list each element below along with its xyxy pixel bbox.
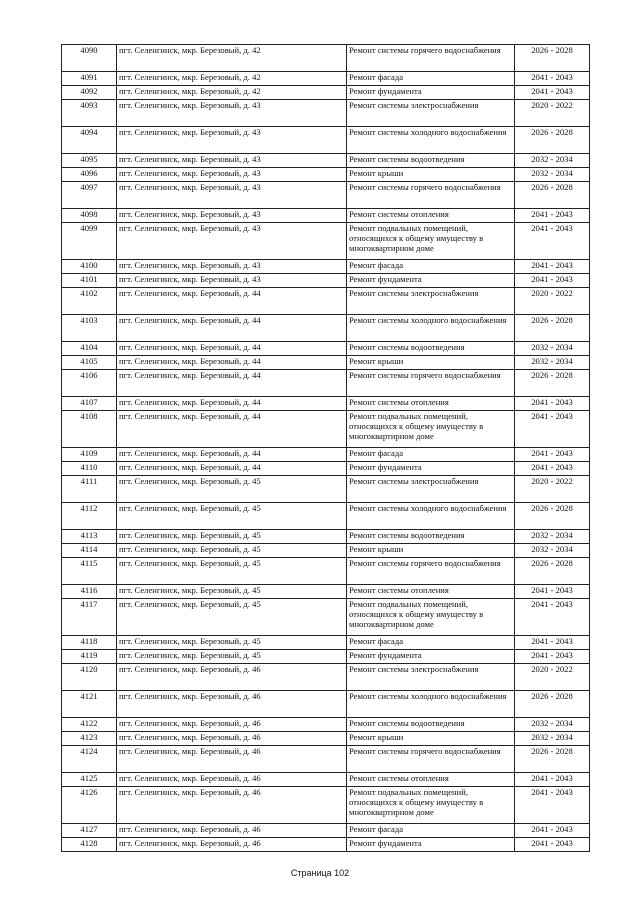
work-type-cell: Ремонт подвальных помещений, относящихся к общему имуществу в многоквартирном доме <box>347 787 515 824</box>
period-cell: 2041 - 2043 <box>515 397 590 411</box>
period-cell: 2041 - 2043 <box>515 462 590 476</box>
table-row <box>62 45 590 72</box>
work-type-cell: Ремонт крыши <box>347 544 515 558</box>
address-cell: пгт. Селенгинск, мкр. Березовый, д. 42 <box>117 45 347 72</box>
period-cell: 2041 - 2043 <box>515 773 590 787</box>
period-cell: 2041 - 2043 <box>515 223 590 260</box>
table-row <box>62 72 590 86</box>
period-cell: 2026 - 2028 <box>515 370 590 397</box>
table-row <box>62 636 590 650</box>
address-cell: пгт. Селенгинск, мкр. Березовый, д. 45 <box>117 558 347 585</box>
period-cell: 2041 - 2043 <box>515 448 590 462</box>
row-number-cell: 4120 <box>62 664 117 691</box>
work-type-cell: Ремонт фасада <box>347 824 515 838</box>
table-row <box>62 397 590 411</box>
address-cell: пгт. Селенгинск, мкр. Березовый, д. 45 <box>117 599 347 636</box>
row-number-cell: 4115 <box>62 558 117 585</box>
work-type-cell: Ремонт системы отопления <box>347 397 515 411</box>
row-number-cell: 4094 <box>62 127 117 154</box>
row-number-cell: 4111 <box>62 476 117 503</box>
table-row <box>62 168 590 182</box>
work-type-cell: Ремонт фундамента <box>347 274 515 288</box>
work-type-cell: Ремонт системы холодного водоснабжения <box>347 691 515 718</box>
address-cell: пгт. Селенгинск, мкр. Березовый, д. 45 <box>117 636 347 650</box>
period-cell: 2020 - 2022 <box>515 476 590 503</box>
period-cell: 2032 - 2034 <box>515 544 590 558</box>
address-cell: пгт. Селенгинск, мкр. Березовый, д. 44 <box>117 342 347 356</box>
period-cell: 2026 - 2028 <box>515 558 590 585</box>
row-number-cell: 4114 <box>62 544 117 558</box>
period-cell: 2041 - 2043 <box>515 72 590 86</box>
work-type-cell: Ремонт системы холодного водоснабжения <box>347 127 515 154</box>
table-row <box>62 356 590 370</box>
address-cell: пгт. Селенгинск, мкр. Березовый, д. 42 <box>117 72 347 86</box>
table-row <box>62 182 590 209</box>
row-number-cell: 4123 <box>62 732 117 746</box>
period-cell: 2041 - 2043 <box>515 838 590 852</box>
register-table <box>61 44 590 852</box>
row-number-cell: 4106 <box>62 370 117 397</box>
period-cell: 2026 - 2028 <box>515 127 590 154</box>
table-row <box>62 503 590 530</box>
period-cell: 2026 - 2028 <box>515 691 590 718</box>
period-cell: 2041 - 2043 <box>515 787 590 824</box>
row-number-cell: 4118 <box>62 636 117 650</box>
row-number-cell: 4125 <box>62 773 117 787</box>
address-cell: пгт. Селенгинск, мкр. Березовый, д. 43 <box>117 127 347 154</box>
period-cell: 2026 - 2028 <box>515 182 590 209</box>
work-type-cell: Ремонт системы водоотведения <box>347 718 515 732</box>
row-number-cell: 4119 <box>62 650 117 664</box>
work-type-cell: Ремонт фасада <box>347 448 515 462</box>
address-cell: пгт. Селенгинск, мкр. Березовый, д. 44 <box>117 356 347 370</box>
row-number-cell: 4091 <box>62 72 117 86</box>
work-type-cell: Ремонт системы холодного водоснабжения <box>347 503 515 530</box>
address-cell: пгт. Селенгинск, мкр. Березовый, д. 46 <box>117 746 347 773</box>
work-type-cell: Ремонт фундамента <box>347 86 515 100</box>
row-number-cell: 4101 <box>62 274 117 288</box>
table-row <box>62 209 590 223</box>
address-cell: пгт. Селенгинск, мкр. Березовый, д. 43 <box>117 209 347 223</box>
table-row <box>62 288 590 315</box>
work-type-cell: Ремонт фасада <box>347 636 515 650</box>
address-cell: пгт. Селенгинск, мкр. Березовый, д. 46 <box>117 691 347 718</box>
row-number-cell: 4090 <box>62 45 117 72</box>
address-cell: пгт. Селенгинск, мкр. Березовый, д. 43 <box>117 154 347 168</box>
address-cell: пгт. Селенгинск, мкр. Березовый, д. 46 <box>117 664 347 691</box>
period-cell: 2041 - 2043 <box>515 824 590 838</box>
table-row <box>62 530 590 544</box>
address-cell: пгт. Селенгинск, мкр. Березовый, д. 44 <box>117 448 347 462</box>
work-type-cell: Ремонт системы электроснабжения <box>347 664 515 691</box>
row-number-cell: 4097 <box>62 182 117 209</box>
work-type-cell: Ремонт подвальных помещений, относящихся к общему имуществу в многоквартирном доме <box>347 411 515 448</box>
work-type-cell: Ремонт системы электроснабжения <box>347 288 515 315</box>
row-number-cell: 4110 <box>62 462 117 476</box>
address-cell: пгт. Селенгинск, мкр. Березовый, д. 45 <box>117 503 347 530</box>
row-number-cell: 4095 <box>62 154 117 168</box>
row-number-cell: 4107 <box>62 397 117 411</box>
period-cell: 2041 - 2043 <box>515 599 590 636</box>
period-cell: 2020 - 2022 <box>515 664 590 691</box>
address-cell: пгт. Селенгинск, мкр. Березовый, д. 43 <box>117 223 347 260</box>
table-row <box>62 558 590 585</box>
address-cell: пгт. Селенгинск, мкр. Березовый, д. 46 <box>117 773 347 787</box>
address-cell: пгт. Селенгинск, мкр. Березовый, д. 43 <box>117 182 347 209</box>
address-cell: пгт. Селенгинск, мкр. Березовый, д. 45 <box>117 530 347 544</box>
work-type-cell: Ремонт системы горячего водоснабжения <box>347 558 515 585</box>
table-row <box>62 746 590 773</box>
period-cell: 2041 - 2043 <box>515 209 590 223</box>
table-row <box>62 664 590 691</box>
work-type-cell: Ремонт фасада <box>347 72 515 86</box>
work-type-cell: Ремонт крыши <box>347 356 515 370</box>
row-number-cell: 4092 <box>62 86 117 100</box>
table-row <box>62 315 590 342</box>
row-number-cell: 4117 <box>62 599 117 636</box>
address-cell: пгт. Селенгинск, мкр. Березовый, д. 45 <box>117 650 347 664</box>
table-row <box>62 585 590 599</box>
row-number-cell: 4108 <box>62 411 117 448</box>
table-row <box>62 773 590 787</box>
table-row <box>62 718 590 732</box>
period-cell: 2041 - 2043 <box>515 636 590 650</box>
table-row <box>62 824 590 838</box>
row-number-cell: 4104 <box>62 342 117 356</box>
address-cell: пгт. Селенгинск, мкр. Березовый, д. 46 <box>117 838 347 852</box>
row-number-cell: 4096 <box>62 168 117 182</box>
address-cell: пгт. Селенгинск, мкр. Березовый, д. 43 <box>117 168 347 182</box>
row-number-cell: 4112 <box>62 503 117 530</box>
table-row <box>62 154 590 168</box>
work-type-cell: Ремонт системы отопления <box>347 773 515 787</box>
address-cell: пгт. Селенгинск, мкр. Березовый, д. 46 <box>117 732 347 746</box>
address-cell: пгт. Селенгинск, мкр. Березовый, д. 43 <box>117 100 347 127</box>
row-number-cell: 4127 <box>62 824 117 838</box>
work-type-cell: Ремонт системы отопления <box>347 585 515 599</box>
table-row <box>62 476 590 503</box>
row-number-cell: 4098 <box>62 209 117 223</box>
period-cell: 2041 - 2043 <box>515 86 590 100</box>
table-row <box>62 127 590 154</box>
address-cell: пгт. Селенгинск, мкр. Березовый, д. 44 <box>117 288 347 315</box>
table-row <box>62 462 590 476</box>
table-row <box>62 260 590 274</box>
work-type-cell: Ремонт системы водоотведения <box>347 530 515 544</box>
table-row <box>62 411 590 448</box>
row-number-cell: 4126 <box>62 787 117 824</box>
address-cell: пгт. Селенгинск, мкр. Березовый, д. 45 <box>117 585 347 599</box>
address-cell: пгт. Селенгинск, мкр. Березовый, д. 44 <box>117 411 347 448</box>
table-row <box>62 100 590 127</box>
table-row <box>62 838 590 852</box>
period-cell: 2041 - 2043 <box>515 585 590 599</box>
address-cell: пгт. Селенгинск, мкр. Березовый, д. 45 <box>117 476 347 503</box>
work-type-cell: Ремонт системы горячего водоснабжения <box>347 746 515 773</box>
period-cell: 2032 - 2034 <box>515 154 590 168</box>
table-row <box>62 448 590 462</box>
work-type-cell: Ремонт крыши <box>347 168 515 182</box>
table-row <box>62 787 590 824</box>
table-row <box>62 274 590 288</box>
row-number-cell: 4122 <box>62 718 117 732</box>
work-type-cell: Ремонт системы холодного водоснабжения <box>347 315 515 342</box>
period-cell: 2032 - 2034 <box>515 168 590 182</box>
table-row <box>62 732 590 746</box>
address-cell: пгт. Селенгинск, мкр. Березовый, д. 46 <box>117 787 347 824</box>
address-cell: пгт. Селенгинск, мкр. Березовый, д. 44 <box>117 315 347 342</box>
work-type-cell: Ремонт подвальных помещений, относящихся к общему имуществу в многоквартирном доме <box>347 223 515 260</box>
row-number-cell: 4102 <box>62 288 117 315</box>
row-number-cell: 4128 <box>62 838 117 852</box>
period-cell: 2041 - 2043 <box>515 650 590 664</box>
work-type-cell: Ремонт системы горячего водоснабжения <box>347 45 515 72</box>
row-number-cell: 4093 <box>62 100 117 127</box>
table-row <box>62 650 590 664</box>
table-row <box>62 86 590 100</box>
table-row <box>62 370 590 397</box>
work-type-cell: Ремонт системы водоотведения <box>347 154 515 168</box>
work-type-cell: Ремонт системы отопления <box>347 209 515 223</box>
table-row <box>62 544 590 558</box>
table-row <box>62 691 590 718</box>
address-cell: пгт. Селенгинск, мкр. Березовый, д. 46 <box>117 824 347 838</box>
page-number: Страница 102 <box>290 868 350 878</box>
row-number-cell: 4100 <box>62 260 117 274</box>
period-cell: 2032 - 2034 <box>515 530 590 544</box>
period-cell: 2020 - 2022 <box>515 288 590 315</box>
row-number-cell: 4121 <box>62 691 117 718</box>
period-cell: 2020 - 2022 <box>515 100 590 127</box>
address-cell: пгт. Селенгинск, мкр. Березовый, д. 43 <box>117 274 347 288</box>
period-cell: 2032 - 2034 <box>515 732 590 746</box>
address-cell: пгт. Селенгинск, мкр. Березовый, д. 43 <box>117 260 347 274</box>
work-type-cell: Ремонт системы электроснабжения <box>347 476 515 503</box>
table-row <box>62 223 590 260</box>
period-cell: 2026 - 2028 <box>515 315 590 342</box>
work-type-cell: Ремонт крыши <box>347 732 515 746</box>
row-number-cell: 4116 <box>62 585 117 599</box>
row-number-cell: 4103 <box>62 315 117 342</box>
work-type-cell: Ремонт системы электроснабжения <box>347 100 515 127</box>
work-type-cell: Ремонт фундамента <box>347 650 515 664</box>
row-number-cell: 4124 <box>62 746 117 773</box>
row-number-cell: 4099 <box>62 223 117 260</box>
work-type-cell: Ремонт фундамента <box>347 462 515 476</box>
period-cell: 2026 - 2028 <box>515 45 590 72</box>
address-cell: пгт. Селенгинск, мкр. Березовый, д. 45 <box>117 544 347 558</box>
period-cell: 2032 - 2034 <box>515 356 590 370</box>
work-type-cell: Ремонт системы горячего водоснабжения <box>347 182 515 209</box>
period-cell: 2032 - 2034 <box>515 718 590 732</box>
address-cell: пгт. Селенгинск, мкр. Березовый, д. 44 <box>117 462 347 476</box>
row-number-cell: 4105 <box>62 356 117 370</box>
period-cell: 2026 - 2028 <box>515 746 590 773</box>
period-cell: 2026 - 2028 <box>515 503 590 530</box>
period-cell: 2041 - 2043 <box>515 411 590 448</box>
work-type-cell: Ремонт системы горячего водоснабжения <box>347 370 515 397</box>
period-cell: 2041 - 2043 <box>515 274 590 288</box>
table-row <box>62 342 590 356</box>
work-type-cell: Ремонт системы водоотведения <box>347 342 515 356</box>
row-number-cell: 4109 <box>62 448 117 462</box>
work-type-cell: Ремонт подвальных помещений, относящихся к общему имуществу в многоквартирном доме <box>347 599 515 636</box>
address-cell: пгт. Селенгинск, мкр. Березовый, д. 46 <box>117 718 347 732</box>
work-type-cell: Ремонт фундамента <box>347 838 515 852</box>
table-row <box>62 599 590 636</box>
row-number-cell: 4113 <box>62 530 117 544</box>
period-cell: 2041 - 2043 <box>515 260 590 274</box>
work-type-cell: Ремонт фасада <box>347 260 515 274</box>
register-table-body <box>62 45 590 852</box>
address-cell: пгт. Селенгинск, мкр. Березовый, д. 42 <box>117 86 347 100</box>
address-cell: пгт. Селенгинск, мкр. Березовый, д. 44 <box>117 397 347 411</box>
period-cell: 2032 - 2034 <box>515 342 590 356</box>
address-cell: пгт. Селенгинск, мкр. Березовый, д. 44 <box>117 370 347 397</box>
